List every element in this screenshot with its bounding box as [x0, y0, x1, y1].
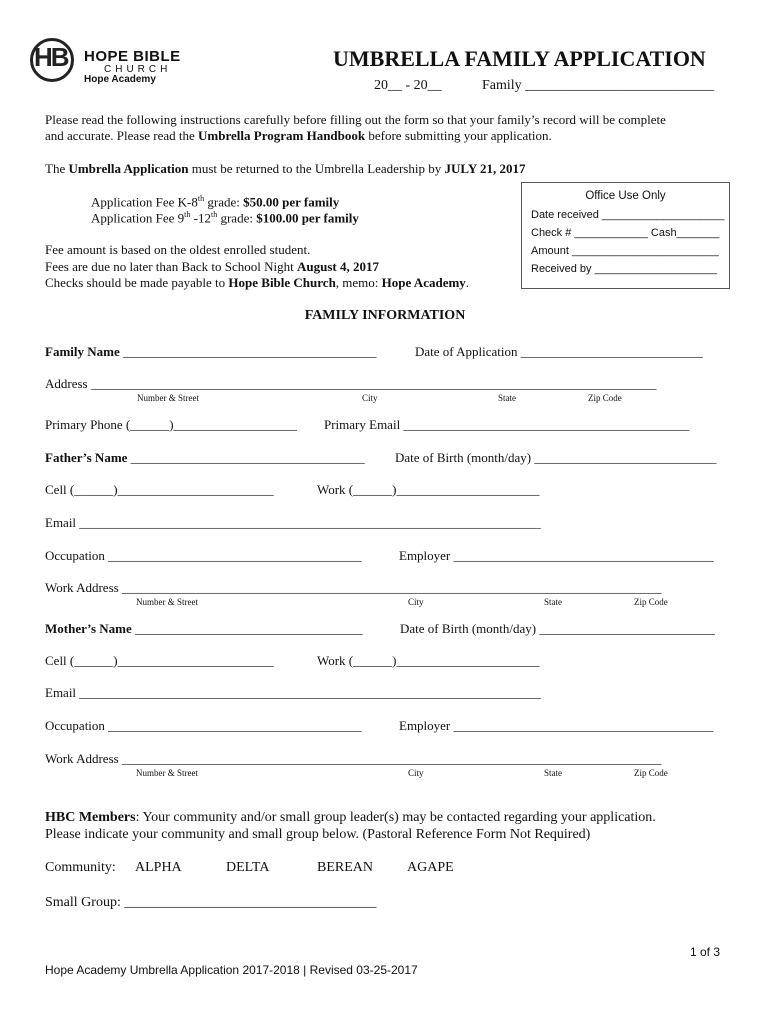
page-number: 1 of 3: [690, 945, 721, 959]
logo-monogram: HB: [34, 42, 68, 72]
office-check[interactable]: Check # ____________ Cash_______: [531, 227, 720, 239]
intro-line2: and accurate. Please read the Umbrella Program Handbook before submitting your application.: [45, 128, 552, 143]
logo-line2: CHURCH: [104, 64, 172, 75]
office-use-box: [521, 182, 730, 289]
mother-occupation-field[interactable]: Occupation _______________________________________: [45, 718, 362, 733]
section-title: FAMILY INFORMATION: [304, 308, 466, 323]
mother-dob-field[interactable]: Date of Birth (month/day) ___________________________: [400, 621, 715, 636]
intro-deadline: The Umbrella Application must be returned to the Umbrella Leadership by JULY 21, 2017: [45, 161, 526, 176]
small-group-field[interactable]: Small Group: ____________________________________: [45, 895, 377, 910]
address-field[interactable]: Address _______________________________________________________________________________________: [45, 376, 657, 391]
fee-hs: Application Fee 9th -12th grade: $100.00 per family: [91, 210, 359, 226]
community-option-delta[interactable]: DELTA: [226, 860, 270, 875]
community-option-berean[interactable]: BEREAN: [317, 860, 373, 875]
community-option-agape[interactable]: AGAPE: [407, 860, 454, 875]
address-sub-street: Number & Street: [137, 393, 199, 403]
mother-email-field[interactable]: Email _______________________________________________________________________: [45, 685, 541, 700]
intro-line1: Please read the following instructions carefully before filling out the form so that your family’s record will be complete: [45, 112, 666, 127]
primary-phone-field[interactable]: Primary Phone (______)___________________: [45, 417, 298, 432]
fee-note2: Fees are due no later than Back to School Night August 4, 2017: [45, 259, 379, 274]
mother-work-address-sub-street: Number & Street: [136, 768, 198, 778]
work-address-sub-zip: Zip Code: [634, 597, 668, 607]
father-work-address-field[interactable]: Work Address ___________________________________________________________________________________: [45, 580, 662, 595]
mother-work-address-field[interactable]: Work Address ___________________________________________________________________________________: [45, 751, 662, 766]
fee-note1: Fee amount is based on the oldest enrolled student.: [45, 242, 311, 257]
fee-k8: Application Fee K-8th grade: $50.00 per family: [91, 194, 340, 210]
father-name-field[interactable]: Father’s Name ____________________________________: [45, 450, 365, 465]
community-label: Community:: [45, 860, 116, 875]
mother-work-address-sub-zip: Zip Code: [634, 768, 668, 778]
work-address-sub-street: Number & Street: [136, 597, 198, 607]
family-label: Family ___________________________: [482, 78, 715, 93]
office-amount[interactable]: Amount ________________________: [531, 245, 719, 257]
work-address-sub-state: State: [544, 597, 562, 607]
page-title: UMBRELLA FAMILY APPLICATION: [333, 46, 706, 71]
father-dob-field[interactable]: Date of Birth (month/day) ____________________________: [395, 450, 717, 465]
members-line2: Please indicate your community and small group below. (Pastoral Reference Form Not Required): [45, 827, 591, 842]
office-date-received[interactable]: Date received ____________________: [531, 209, 725, 221]
address-sub-state: State: [498, 393, 516, 403]
father-occupation-field[interactable]: Occupation _______________________________________: [45, 548, 362, 563]
family-name-field[interactable]: Family Name _______________________________________: [45, 344, 377, 359]
mother-work-address-sub-state: State: [544, 768, 562, 778]
father-cell-field[interactable]: Cell (______)________________________: [45, 482, 274, 497]
members-line1: HBC Members: Your community and/or small group leader(s) may be contacted regarding your application.: [45, 810, 656, 825]
mother-work-address-sub-city: City: [408, 768, 424, 778]
father-email-field[interactable]: Email _______________________________________________________________________: [45, 515, 541, 530]
mother-employer-field[interactable]: Employer ________________________________________: [399, 718, 714, 733]
address-sub-zip: Zip Code: [588, 393, 622, 403]
mother-work-phone-field[interactable]: Work (______)______________________: [317, 653, 540, 668]
date-of-application-field[interactable]: Date of Application ____________________________: [415, 344, 703, 359]
work-address-sub-city: City: [408, 597, 424, 607]
mother-name-field[interactable]: Mother’s Name ___________________________________: [45, 621, 363, 636]
year-range: 20__ - 20__: [374, 78, 442, 93]
fee-note3: Checks should be made payable to Hope Bible Church, memo: Hope Academy.: [45, 275, 470, 290]
office-title: Office Use Only: [585, 190, 666, 202]
father-employer-field[interactable]: Employer ________________________________________: [399, 548, 714, 563]
father-work-phone-field[interactable]: Work (______)______________________: [317, 482, 540, 497]
primary-email-field[interactable]: Primary Email ____________________________________________: [324, 417, 690, 432]
office-received-by[interactable]: Received by ____________________: [531, 263, 717, 275]
logo-line1: HOPE BIBLE: [84, 48, 181, 65]
mother-cell-field[interactable]: Cell (______)________________________: [45, 653, 274, 668]
community-option-alpha[interactable]: ALPHA: [135, 860, 182, 875]
footer-text: Hope Academy Umbrella Application 2017-2018 | Revised 03-25-2017: [45, 963, 418, 977]
logo-line3: Hope Academy: [84, 74, 156, 85]
address-sub-city: City: [362, 393, 378, 403]
